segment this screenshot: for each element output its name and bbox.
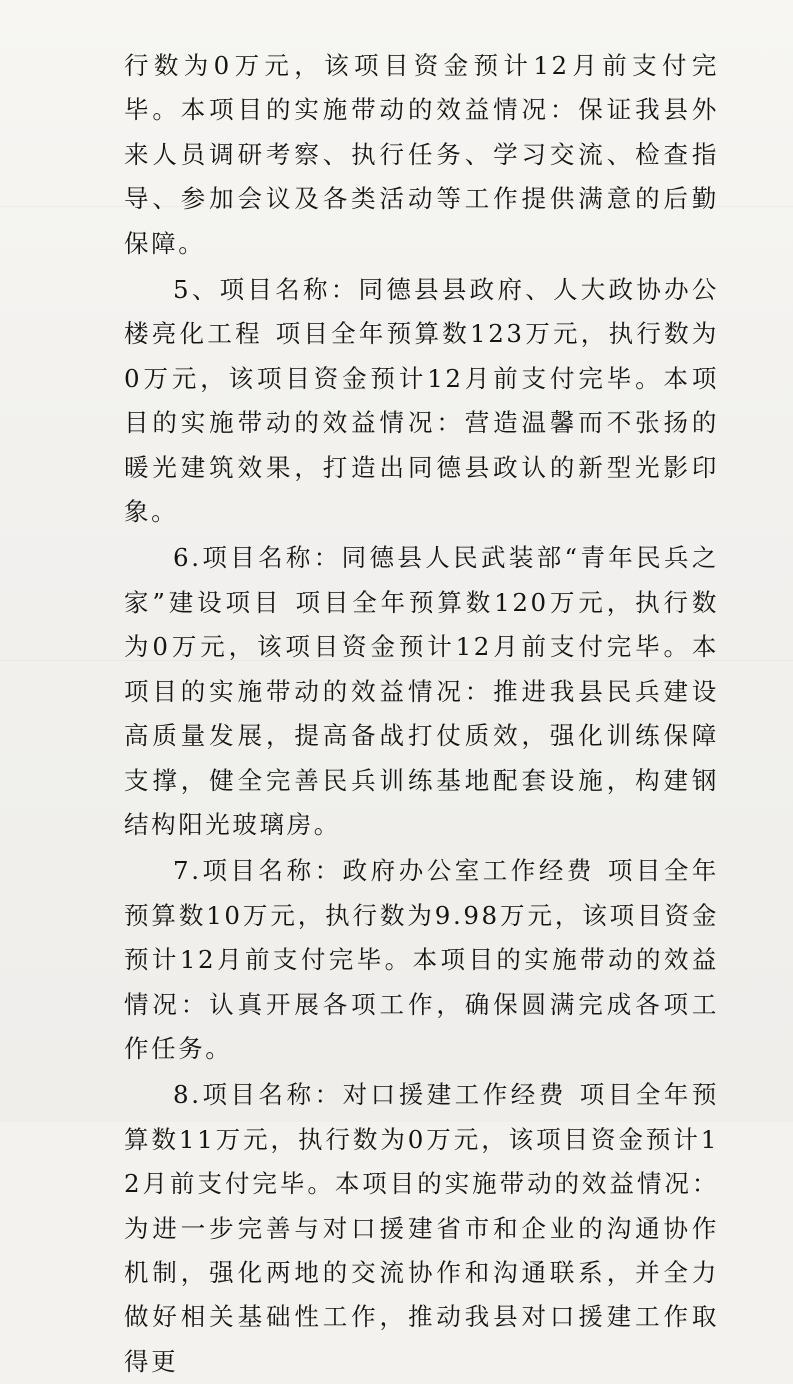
paragraph-item-7 [124, 849, 719, 1071]
item-text: 项目全年预算数11万元，执行数为0万元，该项目资金预计12月前支付完毕。本项目的实施带动的效益情况：为进一步完善与对口援建省市和企业的沟通协作机制，强化两地的交流协作和沟通联系，并全力做好相关基础性工作，推动我县对口援建工作取得更 [124, 1080, 720, 1376]
item-heading: 8.项目名称：对口援建工作经费 [173, 1080, 567, 1110]
item-text: 项目全年预算数123万元，执行数为0万元，该项目资金预计12月前支付完毕。本项目的实施带动的效益情况：营造温馨而不张扬的暖光建筑效果，打造出同德县政认的新型光影印象。 [124, 319, 720, 527]
item-text: 项目全年预算数120万元，执行数为0万元，该项目资金预计12月前支付完毕。本项目的实施带动的效益情况：推进我县民兵建设高质量发展，提高备战打仗质效，强化训练保障支撑，健全完善民兵训练基地配套设施，构建钢结构阳光玻璃房。 [124, 587, 719, 839]
paragraph-continuation [124, 44, 719, 266]
item-heading: 5、项目名称：同德县县政府、人大政协办公楼亮化工程 [124, 275, 719, 349]
item-text: 项目全年预算数10万元，执行数为9.98万元，该项目资金预计12月前支付完毕。本项目的实施带动的效益情况：认真开展各项工作，确保圆满完成各项工作任务。 [124, 856, 719, 1063]
scan-shadow [0, 206, 793, 207]
paragraph-item-6 [124, 536, 719, 847]
scan-shadow [0, 660, 793, 661]
item-heading: 7.项目名称：政府办公室工作经费 [173, 856, 595, 886]
paragraph-item-8 [124, 1073, 719, 1384]
item-heading: 6.项目名称：同德县人民武装部“青年民兵之家”建设项目 [124, 543, 719, 617]
paragraph-text: 行数为0万元，该项目资金预计12月前支付完毕。本项目的实施带动的效益情况：保证我县外来人员调研考察、执行任务、学习交流、检查指导、参加会议及各类活动等工作提供满意的后勤保障。 [124, 51, 719, 258]
paragraph-item-5 [124, 268, 719, 534]
